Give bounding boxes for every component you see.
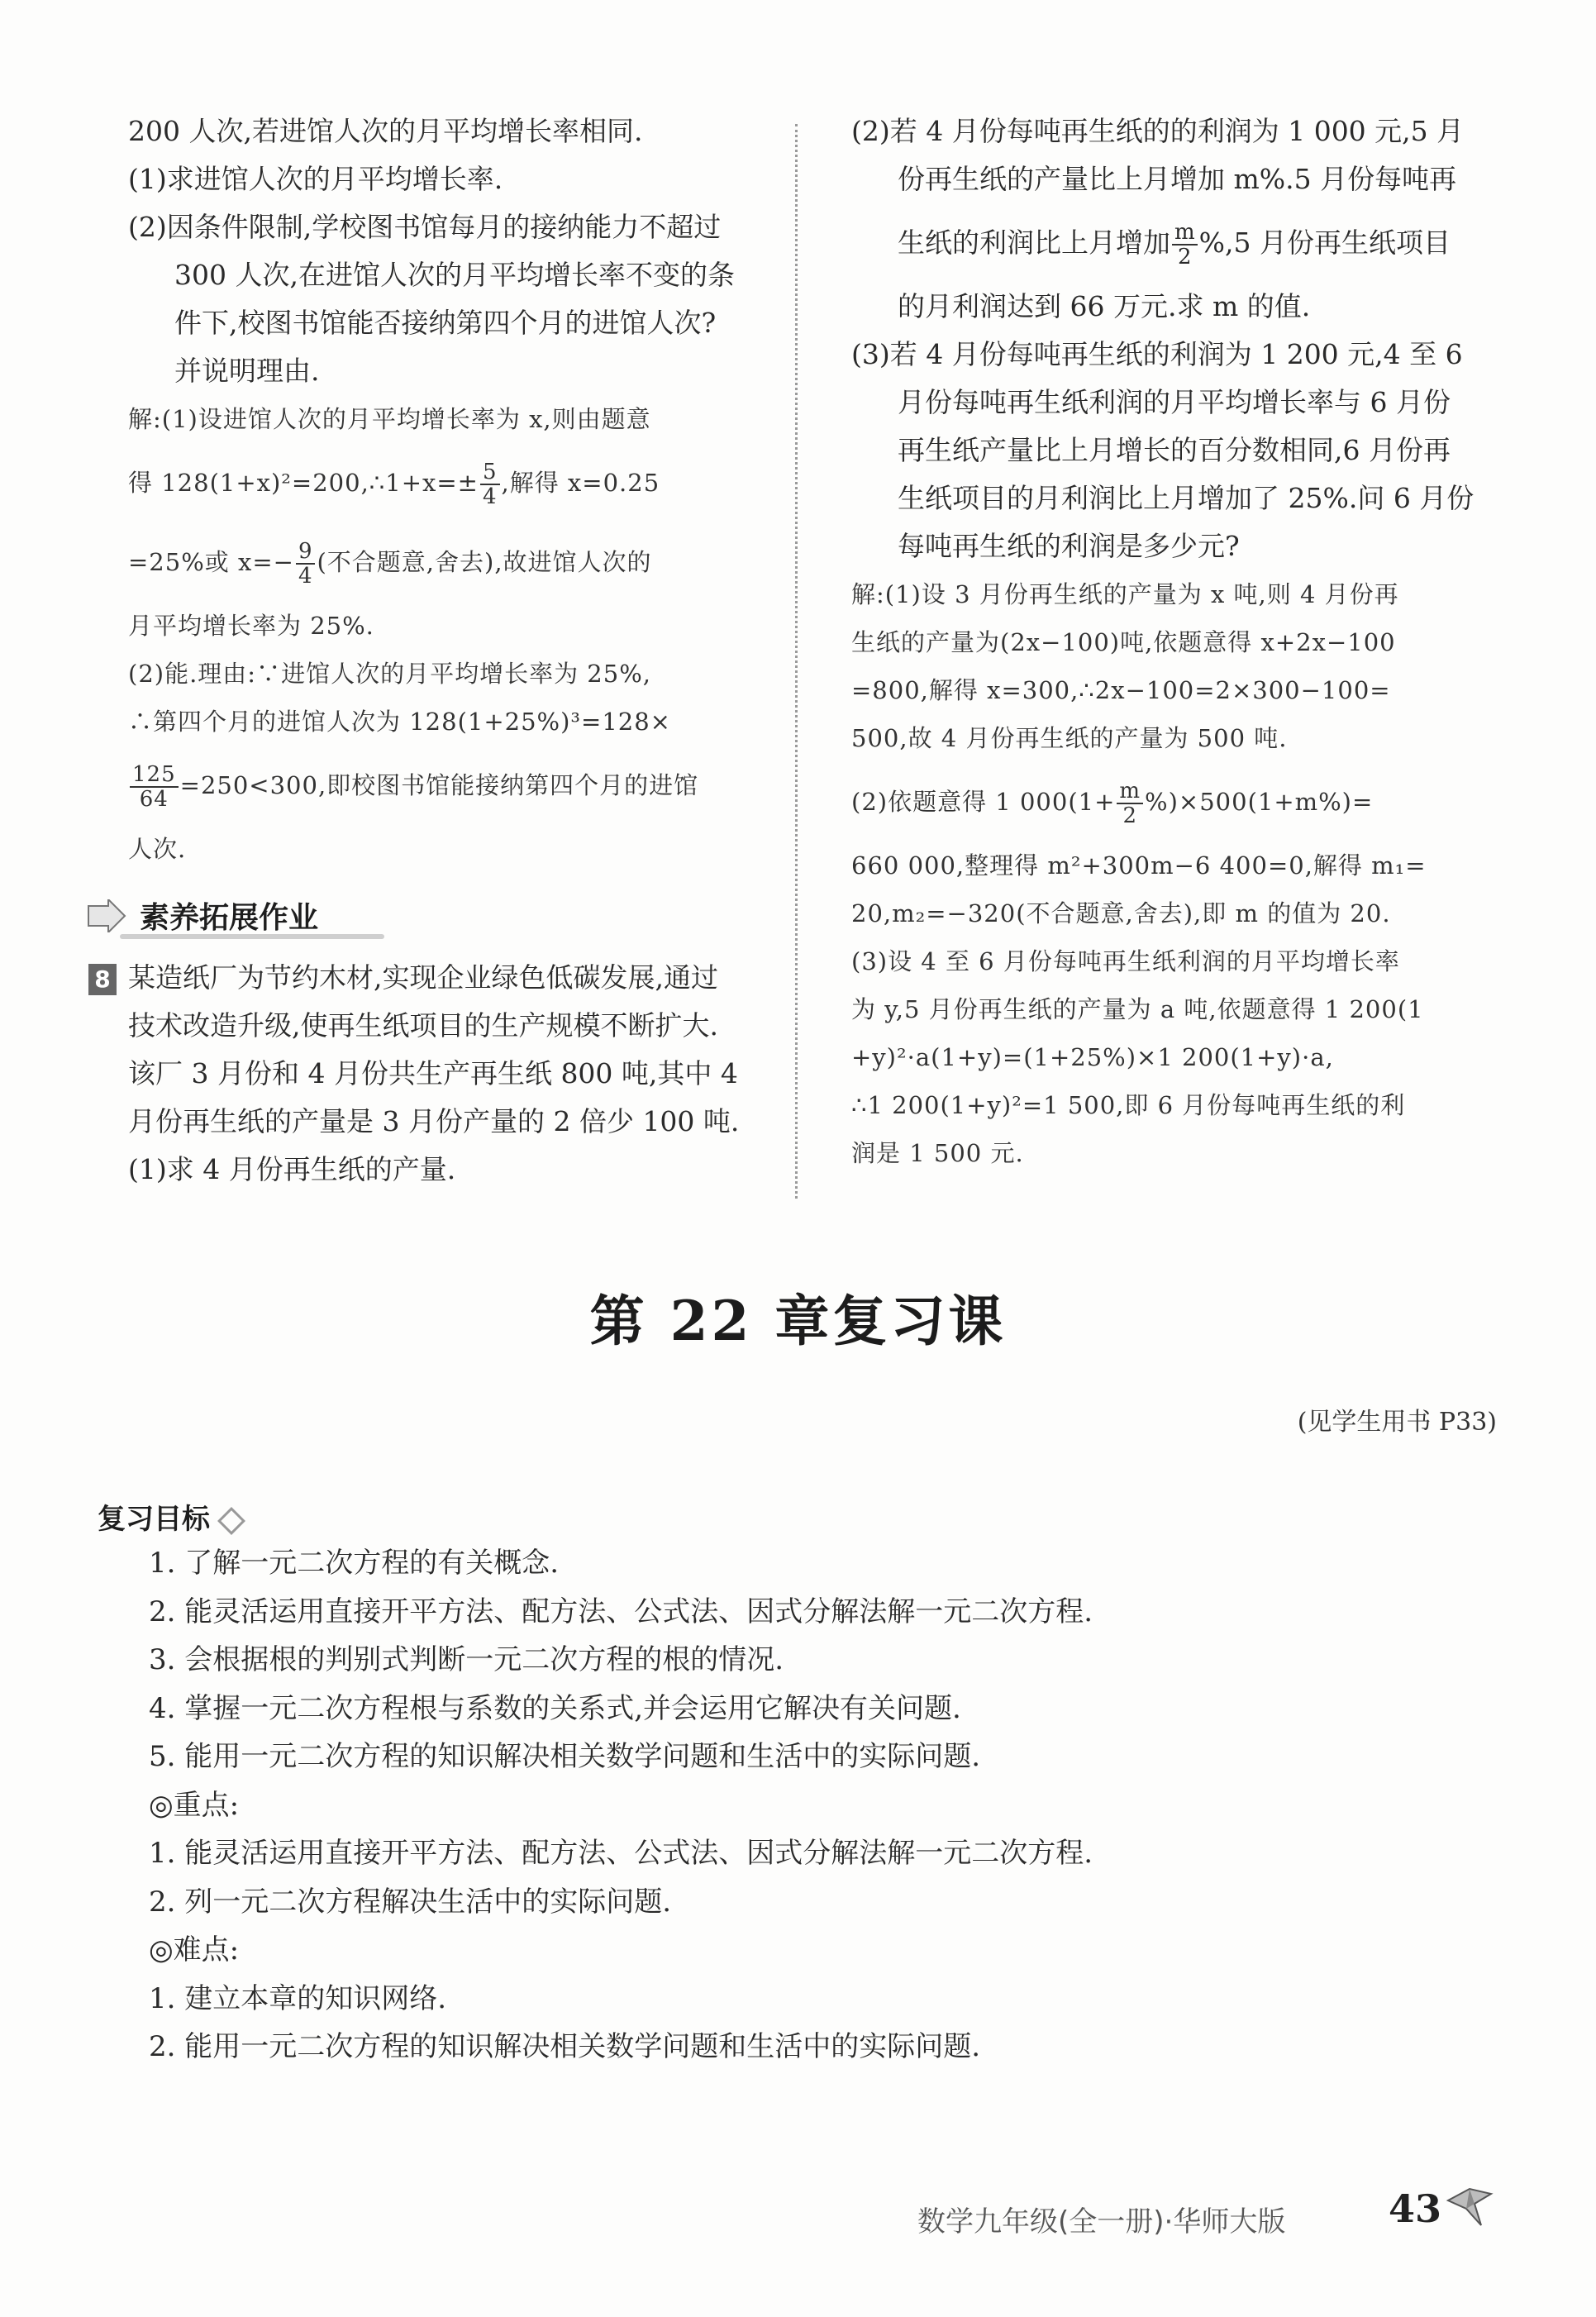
- fraction-denominator: 4: [298, 564, 313, 589]
- solution-line: [128, 443, 773, 522]
- question-line: 月份每吨再生纸利润的月平均增长率与 6 月份: [898, 386, 1451, 418]
- solution-line: [851, 762, 1496, 841]
- solution-line: (3)设 4 至 6 月份每吨再生纸利润的月平均增长率: [851, 947, 1400, 975]
- question-line: 的月利润达到 66 万元.求 m 的值.: [898, 290, 1311, 322]
- fraction-denominator: 2: [1178, 245, 1192, 269]
- solution-line: [128, 522, 773, 602]
- fraction-numerator: 9: [296, 540, 316, 565]
- question-number-badge: 8: [88, 964, 117, 995]
- review-item: 2. 列一元二次方程解决生活中的实际问题.: [149, 1885, 672, 1919]
- question-line: 并说明理由.: [174, 355, 320, 387]
- solution-text: (不合题意,舍去),故进馆人次的: [317, 548, 652, 576]
- review-item: 3. 会根据根的判别式判断一元二次方程的根的情况.: [149, 1643, 784, 1676]
- review-item: 1. 能灵活运用直接开平方法、配方法、公式法、因式分解法解一元二次方程.: [149, 1837, 1093, 1870]
- review-item: 1. 建立本章的知识网络.: [149, 1981, 447, 2015]
- solution-line: 20,m₂=−320(不合题意,舍去),即 m 的值为 20.: [851, 899, 1391, 927]
- question-text: %,5 月份再生纸项目: [1198, 226, 1451, 259]
- solution-line: 解:(1)设进馆人次的月平均增长率为 x,则由题意: [128, 405, 651, 433]
- fraction: [1117, 779, 1143, 827]
- fraction-numerator: 125: [130, 763, 179, 788]
- diamond-icon: [217, 1507, 245, 1535]
- question-line: 生纸项目的月利润比上月增加了 25%.问 6 月份: [898, 482, 1475, 514]
- solution-line: 润是 1 500 元.: [851, 1139, 1024, 1167]
- right-column: [851, 107, 1496, 1177]
- solution-line: 人次.: [128, 835, 187, 863]
- question-text: 生纸的利润比上月增加: [898, 226, 1170, 259]
- question-line: 300 人次,在进馆人次的月平均增长率不变的条: [174, 259, 735, 291]
- fraction: [130, 763, 179, 811]
- fraction-denominator: 4: [482, 484, 498, 509]
- question-line: 份再生纸的产量比上月增加 m%.5 月份每吨再: [898, 163, 1457, 195]
- fraction: [480, 460, 500, 508]
- question-line: [851, 203, 1496, 283]
- solution-line: ∴1 200(1+y)²=1 500,即 6 月份每吨再生纸的利: [851, 1091, 1406, 1119]
- question-line: 再生纸产量比上月增长的百分数相同,6 月份再: [898, 434, 1451, 466]
- review-item: 4. 掌握一元二次方程根与系数的关系式,并会运用它解决有关问题.: [149, 1691, 961, 1725]
- section-heading: [87, 888, 773, 946]
- question-line: 技术改造升级,使再生纸项目的生产规模不断扩大.: [128, 1009, 718, 1042]
- question-line: 件下,校图书馆能否接纳第四个月的进馆人次?: [174, 307, 717, 339]
- solution-line: 生纸的产量为(2x−100)吨,依题意得 x+2x−100: [851, 628, 1396, 656]
- fraction-denominator: 2: [1122, 803, 1137, 828]
- question-line: (3)若 4 月份每吨再生纸的利润为 1 200 元,4 至 6: [851, 338, 1463, 370]
- solution-line: 为 y,5 月份再生纸的产量为 a 吨,依题意得 1 200(1: [851, 995, 1424, 1023]
- solution-text: ,解得 x=0.25: [501, 469, 660, 497]
- review-item: 5. 能用一元二次方程的知识解决相关数学问题和生活中的实际问题.: [149, 1740, 981, 1773]
- review-list: [149, 1539, 1389, 2071]
- solution-line: [128, 746, 773, 825]
- solution-text: (2)依题意得 1 000(1+: [851, 788, 1116, 816]
- reference-note: (见学生用书 P33): [1297, 1408, 1497, 1437]
- solution-text: %)×500(1+m%)=: [1145, 788, 1374, 816]
- solution-line: ∴第四个月的进馆人次为 128(1+25%)³=128×: [128, 708, 671, 736]
- chapter-title: 第 22 章复习课: [589, 1289, 1007, 1353]
- fraction-denominator: 64: [139, 787, 169, 812]
- section-title: 素养拓展作业: [140, 901, 319, 935]
- solution-line: (2)能.理由:∵进馆人次的月平均增长率为 25%,: [128, 660, 651, 688]
- fraction: [296, 540, 316, 588]
- question-line: (1)求 4 月份再生纸的产量.: [128, 1153, 456, 1185]
- question-line: 200 人次,若进馆人次的月平均增长率相同.: [128, 115, 643, 147]
- origami-bird-icon: [1445, 2182, 1494, 2232]
- question-line: 每吨再生纸的利润是多少元?: [898, 530, 1240, 562]
- solution-text: =250<300,即校图书馆能接纳第四个月的进馆: [179, 771, 699, 799]
- arrow-icon: [87, 899, 126, 932]
- solution-line: +y)²·a(1+y)=(1+25%)×1 200(1+y)·a,: [851, 1043, 1334, 1071]
- review-item: 2. 能灵活运用直接开平方法、配方法、公式法、因式分解法解一元二次方程.: [149, 1595, 1093, 1628]
- question-line: (2)因条件限制,学校图书馆每月的接纳能力不超过: [128, 211, 722, 243]
- key-points-label: ◎重点:: [149, 1788, 240, 1822]
- solution-text: =25%或 x=−: [128, 548, 294, 576]
- question-line: (2)若 4 月份每吨再生纸的的利润为 1 000 元,5 月: [851, 115, 1465, 147]
- question-line: 该厂 3 月份和 4 月份共生产再生纸 800 吨,其中 4: [128, 1057, 738, 1089]
- fraction-numerator: m: [1117, 779, 1143, 804]
- solution-line: 解:(1)设 3 月份再生纸的产量为 x 吨,则 4 月份再: [851, 580, 1399, 608]
- page-number: 43: [1389, 2186, 1442, 2231]
- column-divider: [795, 124, 798, 1199]
- solution-text: 得 128(1+x)²=200,∴1+x=±: [128, 469, 479, 497]
- review-item: 1. 了解一元二次方程的有关概念.: [149, 1547, 560, 1580]
- fraction-numerator: 5: [480, 460, 500, 485]
- review-heading-text: 复习目标: [98, 1503, 210, 1536]
- left-column: [94, 107, 773, 1194]
- question-line: 月份再生纸的产量是 3 月份产量的 2 倍少 100 吨.: [128, 1105, 740, 1137]
- solution-line: 月平均增长率为 25%.: [128, 612, 374, 640]
- footer-book-title: 数学九年级(全一册)·华师大版: [917, 2205, 1286, 2238]
- question-text: 某造纸厂为节约木材,实现企业绿色低碳发展,通过: [128, 961, 718, 994]
- solution-line: 500,故 4 月份再生纸的产量为 500 吨.: [851, 724, 1288, 752]
- difficult-points-label: ◎难点:: [149, 1933, 240, 1967]
- review-heading: [98, 1496, 241, 1537]
- question-line: (1)求进馆人次的月平均增长率.: [128, 163, 503, 195]
- review-item: 2. 能用一元二次方程的知识解决相关数学问题和生活中的实际问题.: [149, 2030, 981, 2063]
- solution-line: =800,解得 x=300,∴2x−100=2×300−100=: [851, 676, 1391, 704]
- question-line: [94, 954, 773, 1002]
- fraction: [1172, 221, 1198, 269]
- fraction-numerator: m: [1172, 221, 1198, 246]
- solution-line: 660 000,整理得 m²+300m−6 400=0,解得 m₁=: [851, 851, 1427, 880]
